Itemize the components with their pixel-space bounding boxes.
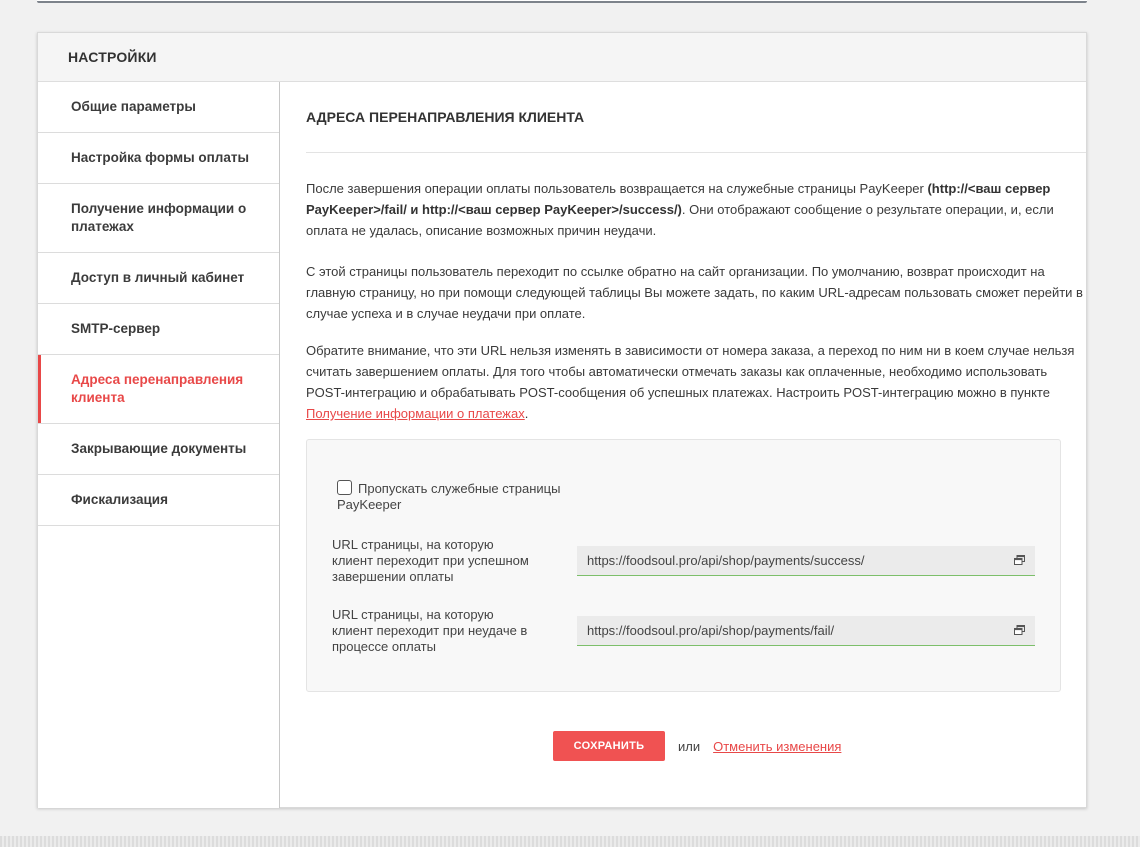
sidebar-item-label: Фискализация [71, 492, 168, 507]
settings-sidebar [38, 82, 280, 808]
save-button[interactable]: СОХРАНИТЬ [553, 731, 665, 761]
redirect-form [306, 439, 1061, 692]
service-pages-urls: (http://<ваш сервер PayKeeper>/fail/ и http://<ваш сервер PayKeeper>/success/) [306, 181, 1051, 217]
card-header [38, 33, 1086, 82]
sidebar-item-closing-documents[interactable] [38, 424, 279, 475]
success-url-value: https://foodsoul.pro/api/shop/payments/success/ [587, 553, 865, 568]
page-bottom-edge [0, 836, 1140, 847]
sidebar-item-label: Закрывающие документы [71, 441, 247, 456]
skip-service-pages-option[interactable] [337, 480, 577, 513]
fail-url-value: https://foodsoul.pro/api/shop/payments/fail/ [587, 623, 835, 638]
sidebar-item-general[interactable] [38, 82, 279, 133]
success-url-input[interactable] [577, 546, 1035, 576]
paragraph-text: . [524, 406, 529, 421]
sidebar-item-payment-info[interactable] [38, 184, 279, 253]
sidebar-item-redirect-addresses[interactable] [38, 355, 279, 424]
sidebar-item-fiscalization[interactable] [38, 475, 279, 526]
sidebar-item-payment-form[interactable] [38, 133, 279, 184]
settings-card [37, 32, 1087, 808]
form-actions [553, 731, 841, 761]
sidebar-item-label: Доступ в личный кабинет [71, 270, 245, 285]
sidebar-item-label: Адреса перенаправления клиента [71, 372, 244, 405]
fail-url-label: URL страницы, на которую клиент переходит при неудаче в процессе оплаты [332, 607, 528, 654]
sidebar-item-smtp[interactable] [38, 304, 279, 355]
sidebar-item-label: Общие параметры [71, 99, 196, 114]
previous-card-edge [37, 0, 1087, 3]
sidebar-item-cabinet-access[interactable] [38, 253, 279, 304]
section-title: АДРЕСА ПЕРЕНАПРАВЛЕНИЯ КЛИЕНТА [306, 109, 585, 125]
sidebar-item-label: Получение информации о платежах [71, 201, 247, 234]
notice-paragraph [306, 340, 1088, 424]
paragraph-text: После завершения операции оплаты пользователь возвращается на служебные страницы PayKeeper [306, 181, 928, 196]
copy-icon[interactable] [1014, 625, 1025, 635]
main-content [281, 82, 1086, 807]
sidebar-item-label: Настройка формы оплаты [71, 150, 250, 165]
intro-paragraph [306, 178, 1088, 241]
paragraph-text: . Они отображают сообщение о результате операции, и, если оплата не удалась, описание возможных причин неудачи. [306, 202, 1054, 238]
fail-url-input[interactable] [577, 616, 1035, 646]
sidebar-item-label: SMTP-сервер [71, 321, 161, 336]
copy-icon[interactable] [1014, 555, 1025, 565]
skip-service-pages-checkbox[interactable] [337, 480, 352, 495]
paragraph-text: Обратите внимание, что эти URL нельзя изменять в зависимости от номера заказа, а переход по ним ни в коем случае нельзя считать завершением оплаты. Для того чтобы автоматически отмечать заказы как оплаченные, необходимо использовать POST-интеграцию и обрабатывать POST-сообщения об успешных платежах. Настроить POST-интеграцию можно в пункте [306, 343, 1075, 400]
checkbox-label: Пропускать служебные страницы PayKeeper [337, 481, 561, 512]
cancel-changes-link[interactable]: Отменить изменения [713, 738, 842, 754]
page-title: НАСТРОЙКИ [68, 49, 157, 65]
success-url-label: URL страницы, на которую клиент переходит при успешном завершении оплаты [332, 537, 529, 584]
redirect-paragraph: С этой страницы пользователь переходит по ссылке обратно на сайт организации. По умолчанию, возврат происходит на главную страницу, но при помощи следующей таблицы Вы можете задать, по каким URL-адресам пользовать сможет перейти в случае успеха и в случае неудачи при оплате. [306, 264, 1083, 321]
or-text: или [678, 738, 701, 754]
divider [306, 152, 1086, 153]
payment-info-link[interactable]: Получение информации о платежах [306, 406, 525, 421]
